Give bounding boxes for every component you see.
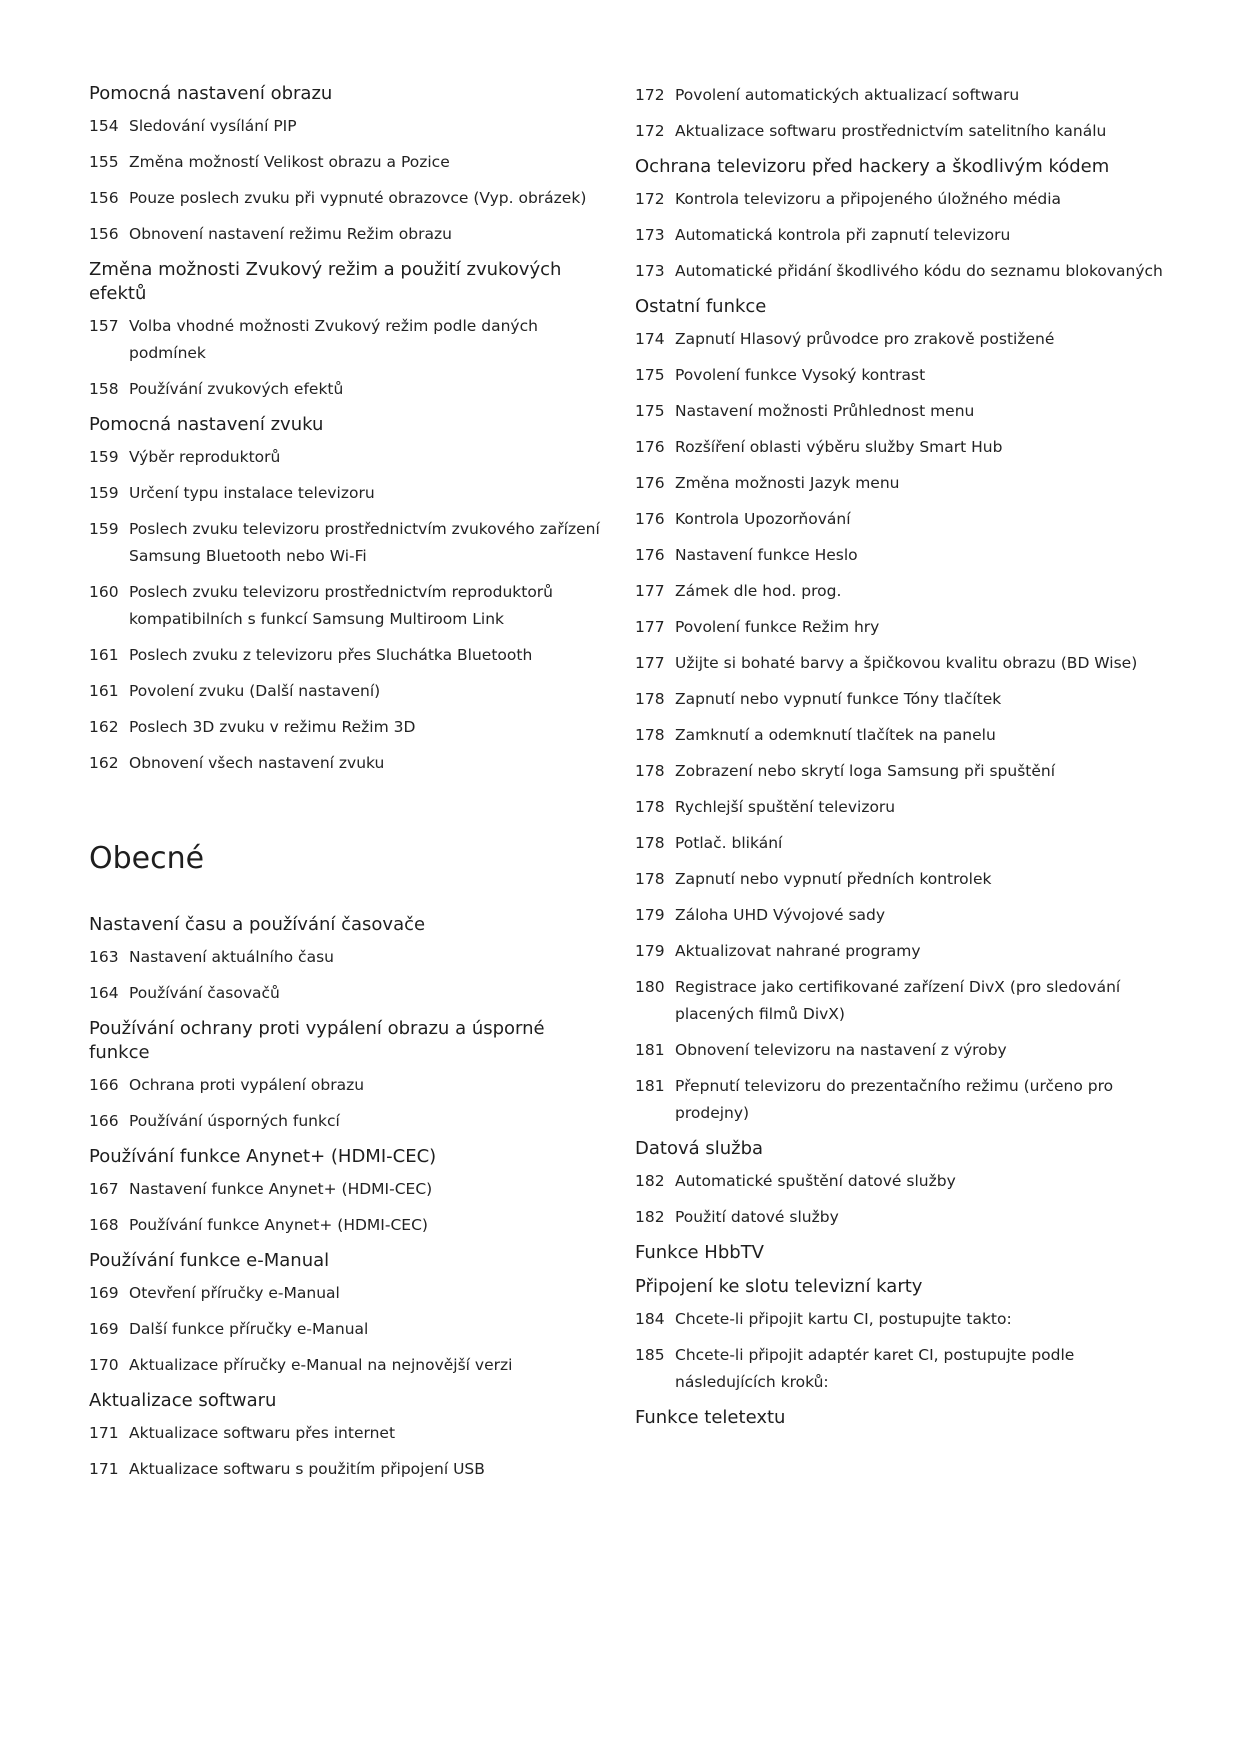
entry-title: Poslech zvuku televizoru prostřednictvím reproduktorů kompatibilních s funkcí Samsung Multiroom Link [129, 583, 553, 628]
page-number: 176 [635, 510, 665, 528]
left-column [89, 82, 609, 1493]
entry-title: Používání časovačů [129, 984, 280, 1002]
toc-entry[interactable] [635, 614, 1175, 641]
page-number: 160 [89, 583, 119, 601]
toc-entry[interactable] [635, 222, 1175, 249]
page-number: 159 [89, 448, 119, 466]
entry-title: Aktualizace softwaru s použitím připojení USB [129, 1460, 485, 1478]
page-number: 169 [89, 1320, 119, 1338]
page-number: 176 [635, 474, 665, 492]
entry-title: Obnovení nastavení režimu Režim obrazu [129, 225, 452, 243]
entry-title: Aktualizace příručky e-Manual na nejnovější verzi [129, 1356, 513, 1374]
page-number: 166 [89, 1112, 119, 1130]
section-title: Používání funkce Anynet+ (HDMI-CEC) [89, 1146, 437, 1167]
left-top-sections [89, 82, 609, 777]
toc-entry[interactable] [89, 1456, 609, 1483]
toc-entry[interactable] [635, 470, 1175, 497]
toc-entry[interactable] [89, 1176, 609, 1203]
page-number: 178 [635, 834, 665, 852]
toc-entry[interactable] [635, 186, 1175, 213]
page-number: 177 [635, 582, 665, 600]
toc-entry[interactable] [635, 650, 1175, 677]
page-number: 178 [635, 726, 665, 744]
entry-title: Registrace jako certifikované zařízení DivX (pro sledování placených filmů DivX) [675, 978, 1121, 1023]
toc-section [89, 1389, 609, 1483]
toc-entry[interactable] [89, 944, 609, 971]
entry-title: Povolení zvuku (Další nastavení) [129, 682, 381, 700]
page-number: 158 [89, 380, 119, 398]
entry-title: Rozšíření oblasti výběru služby Smart Hub [675, 438, 1003, 456]
toc-entry[interactable] [635, 362, 1175, 389]
section-title: Používání ochrany proti vypálení obrazu a úsporné funkce [89, 1018, 545, 1063]
toc-entry[interactable] [89, 1212, 609, 1239]
page-number: 155 [89, 153, 119, 171]
toc-entry[interactable] [635, 82, 1175, 109]
page-number: 157 [89, 317, 119, 335]
entry-title: Zapnutí nebo vypnutí funkce Tóny tlačítek [675, 690, 1002, 708]
page-number: 179 [635, 906, 665, 924]
toc-entry[interactable] [635, 542, 1175, 569]
toc-entry[interactable] [635, 938, 1175, 965]
toc-section [89, 82, 609, 248]
toc-entry[interactable] [89, 579, 609, 633]
page-number: 169 [89, 1284, 119, 1302]
toc-entry[interactable] [89, 376, 609, 403]
entry-title: Zámek dle hod. prog. [675, 582, 842, 600]
page-number: 156 [89, 225, 119, 243]
toc-section [89, 1249, 609, 1379]
entry-title: Chcete-li připojit kartu CI, postupujte takto: [675, 1310, 1012, 1328]
toc-entry[interactable] [635, 1168, 1175, 1195]
chapter-heading: Obecné [89, 841, 205, 876]
toc-entry[interactable] [635, 686, 1175, 713]
entry-title: Přepnutí televizoru do prezentačního režimu (určeno pro prodejny) [675, 1077, 1114, 1122]
toc-entry[interactable] [89, 480, 609, 507]
toc-section [89, 913, 609, 1007]
entry-title: Kontrola Upozorňování [675, 510, 851, 528]
entry-title: Poslech zvuku televizoru prostřednictvím zvukového zařízení Samsung Bluetooth nebo Wi-Fi [129, 520, 600, 565]
entry-title: Zobrazení nebo skrytí loga Samsung při spuštění [675, 762, 1056, 780]
page-number: 176 [635, 438, 665, 456]
entry-title: Otevření příručky e-Manual [129, 1284, 340, 1302]
toc-section [89, 1145, 609, 1239]
page-number: 174 [635, 330, 665, 348]
page-number: 178 [635, 798, 665, 816]
entry-title: Používání úsporných funkcí [129, 1112, 340, 1130]
toc-entry[interactable] [635, 1306, 1175, 1333]
toc-entry[interactable] [635, 258, 1175, 285]
entry-title: Automatická kontrola při zapnutí televizoru [675, 226, 1011, 244]
page-number: 181 [635, 1077, 665, 1095]
section-title: Pomocná nastavení zvuku [89, 414, 324, 435]
entry-title: Další funkce příručky e-Manual [129, 1320, 369, 1338]
page-number: 184 [635, 1310, 665, 1328]
toc-entry[interactable] [635, 1204, 1175, 1231]
entry-title: Potlač. blikání [675, 834, 783, 852]
page-number: 181 [635, 1041, 665, 1059]
entry-title: Sledování vysílání PIP [129, 117, 297, 135]
toc-section [635, 82, 1175, 145]
toc-section [635, 1275, 1175, 1396]
entry-title: Užijte si bohaté barvy a špičkovou kvalitu obrazu (BD Wise) [675, 654, 1138, 672]
page-number: 175 [635, 366, 665, 384]
entry-title: Poslech zvuku z televizoru přes Sluchátka Bluetooth [129, 646, 533, 664]
page-number: 180 [635, 978, 665, 996]
toc-entry[interactable] [635, 118, 1175, 145]
page-number: 167 [89, 1180, 119, 1198]
page-number: 175 [635, 402, 665, 420]
page-number: 168 [89, 1216, 119, 1234]
page-number: 161 [89, 646, 119, 664]
toc-entry[interactable] [635, 722, 1175, 749]
entry-title: Aktualizace softwaru prostřednictvím satelitního kanálu [675, 122, 1107, 140]
page-number: 185 [635, 1346, 665, 1364]
toc-entry[interactable] [89, 516, 609, 570]
toc-entry[interactable] [635, 866, 1175, 893]
page-number: 178 [635, 762, 665, 780]
toc-entry[interactable] [89, 642, 609, 669]
page-number: 172 [635, 190, 665, 208]
toc-entry[interactable] [89, 714, 609, 741]
toc-entry[interactable] [89, 313, 609, 367]
entry-title: Chcete-li připojit adaptér karet CI, postupujte podle následujících kroků: [675, 1346, 1075, 1391]
toc-entry[interactable] [635, 506, 1175, 533]
entry-title: Povolení funkce Vysoký kontrast [675, 366, 926, 384]
toc-entry[interactable] [635, 398, 1175, 425]
page-number: 171 [89, 1424, 119, 1442]
section-title: Připojení ke slotu televizní karty [635, 1276, 923, 1297]
page-number: 172 [635, 86, 665, 104]
section-title: Ochrana televizoru před hackery a škodlivým kódem [635, 156, 1110, 177]
entry-title: Obnovení všech nastavení zvuku [129, 754, 385, 772]
entry-title: Automatické přidání škodlivého kódu do seznamu blokovaných [675, 262, 1163, 280]
page-number: 164 [89, 984, 119, 1002]
toc-entry[interactable] [89, 221, 609, 248]
section-title: Změna možnosti Zvukový režim a použití zvukových efektů [89, 259, 562, 304]
section-title: Ostatní funkce [635, 296, 767, 317]
entry-title: Výběr reproduktorů [129, 448, 281, 466]
page-number: 163 [89, 948, 119, 966]
entry-title: Zapnutí Hlasový průvodce pro zrakově postižené [675, 330, 1055, 348]
toc-entry[interactable] [635, 434, 1175, 461]
toc-section [635, 1137, 1175, 1231]
toc-entry[interactable] [89, 1108, 609, 1135]
entry-title: Rychlejší spuštění televizoru [675, 798, 896, 816]
entry-title: Nastavení funkce Anynet+ (HDMI-CEC) [129, 1180, 433, 1198]
section-title: Datová služba [635, 1138, 764, 1159]
toc-entry[interactable] [89, 185, 609, 212]
toc-entry[interactable] [89, 1420, 609, 1447]
page-number: 154 [89, 117, 119, 135]
section-title: Funkce HbbTV [635, 1242, 764, 1263]
left-bottom-sections [89, 913, 609, 1483]
toc-section [89, 413, 609, 777]
entry-title: Povolení funkce Režim hry [675, 618, 880, 636]
entry-title: Změna možnosti Jazyk menu [675, 474, 900, 492]
toc-entry[interactable] [89, 149, 609, 176]
toc-section [89, 1017, 609, 1135]
entry-title: Volba vhodné možnosti Zvukový režim podle daných podmínek [129, 317, 538, 362]
toc-section [635, 1241, 1175, 1265]
toc-entry[interactable] [89, 444, 609, 471]
toc-section [635, 155, 1175, 285]
entry-title: Aktualizace softwaru přes internet [129, 1424, 396, 1442]
entry-title: Nastavení aktuálního času [129, 948, 334, 966]
entry-title: Ochrana proti vypálení obrazu [129, 1076, 365, 1094]
right-sections [635, 82, 1175, 1430]
page-number: 177 [635, 618, 665, 636]
page-number: 172 [635, 122, 665, 140]
toc-section [89, 258, 609, 403]
entry-title: Používání funkce Anynet+ (HDMI-CEC) [129, 1216, 428, 1234]
page-number: 176 [635, 546, 665, 564]
toc-entry[interactable] [635, 578, 1175, 605]
entry-title: Povolení automatických aktualizací softwaru [675, 86, 1020, 104]
page-number: 179 [635, 942, 665, 960]
entry-title: Pouze poslech zvuku při vypnuté obrazovce (Vyp. obrázek) [129, 189, 587, 207]
toc-entry[interactable] [89, 1352, 609, 1379]
toc-entry[interactable] [89, 1280, 609, 1307]
entry-title: Kontrola televizoru a připojeného úložného média [675, 190, 1062, 208]
toc-entry[interactable] [635, 1342, 1175, 1396]
section-title: Funkce teletextu [635, 1407, 786, 1428]
page-number: 162 [89, 754, 119, 772]
toc-section [635, 295, 1175, 1127]
page-number: 182 [635, 1208, 665, 1226]
page-number: 162 [89, 718, 119, 736]
entry-title: Nastavení možnosti Průhlednost menu [675, 402, 975, 420]
toc-entry[interactable] [635, 830, 1175, 857]
page-number: 177 [635, 654, 665, 672]
page-number: 159 [89, 520, 119, 538]
page-number: 161 [89, 682, 119, 700]
entry-title: Aktualizovat nahrané programy [675, 942, 921, 960]
page-number: 178 [635, 690, 665, 708]
page-number: 170 [89, 1356, 119, 1374]
toc-entry[interactable] [635, 326, 1175, 353]
page-number: 159 [89, 484, 119, 502]
toc-entry[interactable] [635, 758, 1175, 785]
entry-title: Zamknutí a odemknutí tlačítek na panelu [675, 726, 996, 744]
toc-entry[interactable] [89, 1316, 609, 1343]
page-number: 166 [89, 1076, 119, 1094]
page-number: 178 [635, 870, 665, 888]
entry-title: Obnovení televizoru na nastavení z výroby [675, 1041, 1007, 1059]
entry-title: Používání zvukových efektů [129, 380, 344, 398]
toc-entry[interactable] [89, 1072, 609, 1099]
right-column [635, 82, 1175, 1440]
page-number: 171 [89, 1460, 119, 1478]
toc-entry[interactable] [635, 902, 1175, 929]
toc-entry[interactable] [635, 1037, 1175, 1064]
section-title: Nastavení času a používání časovače [89, 914, 426, 935]
page-number: 173 [635, 226, 665, 244]
toc-entry[interactable] [89, 678, 609, 705]
entry-title: Zapnutí nebo vypnutí předních kontrolek [675, 870, 992, 888]
page-number: 173 [635, 262, 665, 280]
page-number: 156 [89, 189, 119, 207]
entry-title: Změna možností Velikost obrazu a Pozice [129, 153, 450, 171]
section-title: Aktualizace softwaru [89, 1390, 277, 1411]
toc-entry[interactable] [89, 750, 609, 777]
entry-title: Automatické spuštění datové služby [675, 1172, 956, 1190]
section-title: Pomocná nastavení obrazu [89, 83, 333, 104]
entry-title: Poslech 3D zvuku v režimu Režim 3D [129, 718, 416, 736]
toc-section [635, 1406, 1175, 1430]
entry-title: Použití datové služby [675, 1208, 839, 1226]
section-title: Používání funkce e-Manual [89, 1250, 330, 1271]
toc-entry[interactable] [635, 794, 1175, 821]
toc-entry[interactable] [635, 1073, 1175, 1127]
entry-title: Určení typu instalace televizoru [129, 484, 375, 502]
entry-title: Nastavení funkce Heslo [675, 546, 858, 564]
entry-title: Záloha UHD Vývojové sady [675, 906, 886, 924]
page-number: 182 [635, 1172, 665, 1190]
toc-entry[interactable] [89, 113, 609, 140]
toc-entry[interactable] [89, 980, 609, 1007]
toc-entry[interactable] [635, 974, 1175, 1028]
